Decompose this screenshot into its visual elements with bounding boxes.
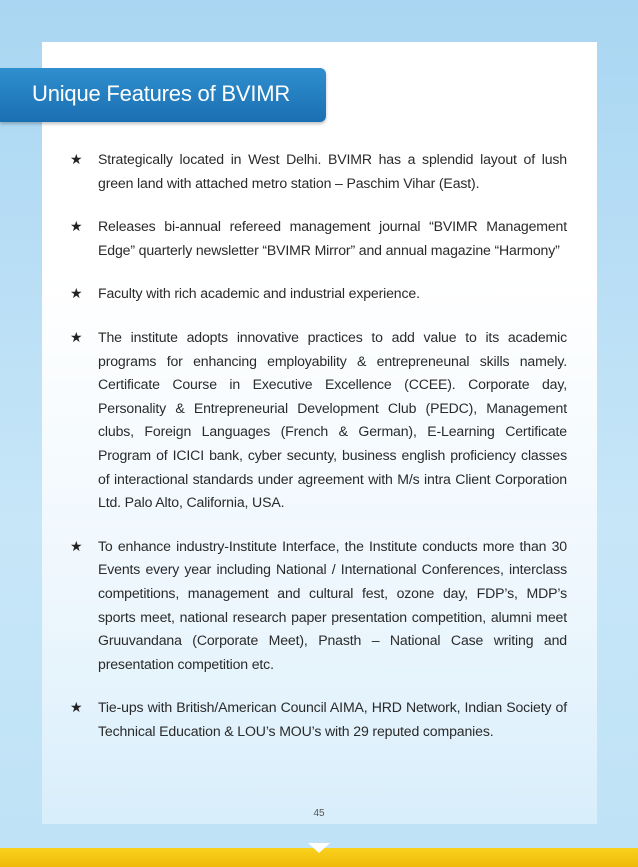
list-item	[70, 535, 567, 677]
feature-text: To enhance industry-Institute Interface, the Institute conducts more than 30 Events every year including National / International Conferences, interclass competitions, management and cultural fest, ozone day, FDP’s, MDP’s sports meet, national research paper presentation competition, alumni meet Gruuvandana (Corporate Meet), Pnasth – National Case writing and presentation competition etc.	[98, 537, 567, 672]
feature-text: The institute adopts innovative practices to add value to its academic programs for enhancing employability & entrepreneunal skills namely. Certificate Course in Executive Excellence (CCEE). Corporate day, Personality & Entrepreneurial Development Club (PEDC), Management clubs, Foreign Languages (French & German), E-Learning Certificate Program of ICICI bank, cyber secunty, business english proficiency classes of interactional standards under agreement with M/s intra Client Corporation Ltd. Palo Alto, California, USA.	[98, 328, 567, 511]
list-item	[70, 696, 567, 743]
list-item	[70, 215, 567, 262]
list-item	[70, 326, 567, 515]
title-banner	[0, 68, 326, 122]
star-icon: ★	[70, 219, 83, 236]
features-list	[70, 148, 567, 763]
list-item	[70, 282, 567, 306]
star-icon: ★	[70, 286, 83, 303]
feature-text: Tie-ups with British/American Council AIMA, HRD Network, Indian Society of Technical Education & LOU’s MOU’s with 29 reputed companies.	[98, 699, 567, 739]
star-icon: ★	[70, 152, 83, 168]
page-number: 45	[313, 808, 325, 819]
feature-text: Strategically located in West Delhi. BVIMR has a splendid layout of lush green land with attached metro station – Paschim Vihar (East).	[98, 151, 567, 191]
list-item	[70, 148, 567, 195]
feature-text: Faculty with rich academic and industrial experience.	[98, 285, 420, 302]
star-icon: ★	[70, 538, 83, 555]
feature-text: Releases bi-annual refereed management journal “BVIMR Management Edge” quarterly newsletter “BVIMR Mirror” and annual magazine “Harmony”	[98, 218, 567, 258]
star-icon: ★	[70, 329, 83, 346]
page-title: Unique Features of BVIMR	[32, 81, 291, 106]
star-icon: ★	[70, 700, 83, 717]
